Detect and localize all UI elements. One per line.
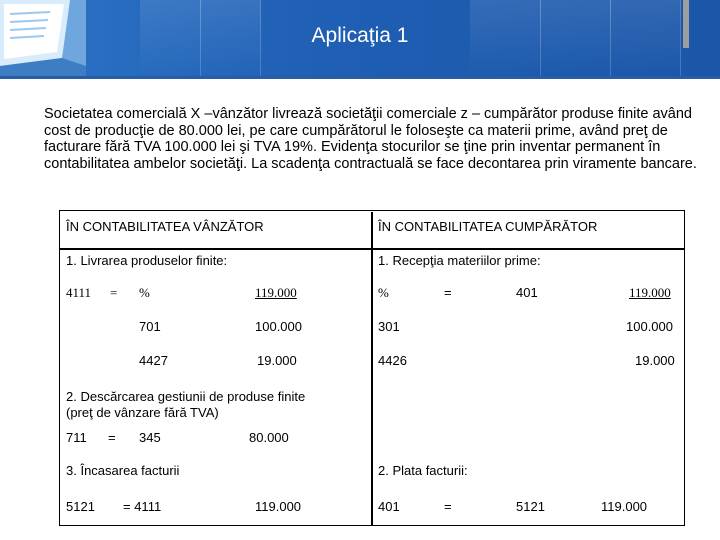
seller-op1-debit: 4111 (66, 285, 92, 300)
seller-op2-label-line2: (preţ de vânzare fără TVA) (66, 405, 219, 420)
seller-op1-eq: = (110, 285, 118, 300)
seller-heading: ÎN CONTABILITATEA VÂNZĂTOR (66, 219, 264, 234)
buyer-heading: ÎN CONTABILITATEA CUMPĂRĂTOR (378, 219, 598, 234)
seller-op3-debit: 5121 (66, 499, 95, 514)
seller-op2-amount: 80.000 (249, 430, 289, 445)
seller-op2-eq: = (108, 430, 116, 445)
title-underline (0, 76, 720, 79)
seller-op2-debit: 711 (66, 430, 87, 445)
seller-op2-credit: 345 (139, 430, 161, 445)
seller-op2-label-line1: 2. Descărcarea gestiunii de produse finite (66, 389, 306, 404)
seller-op3-entry: = 4111 (123, 499, 162, 514)
buyer-op2-amount: 119.000 (601, 499, 648, 514)
buyer-op1-line1-amt: 100.000 (626, 319, 673, 334)
seller-op1-line2-acct: 4427 (139, 353, 168, 368)
seller-op3-label: 3. Încasarea facturii (66, 463, 180, 478)
seller-op1-line1-amt: 100.000 (255, 319, 302, 334)
seller-op1-label: 1. Livrarea produselor finite: (66, 253, 228, 268)
buyer-op2-label: 2. Plata facturii: (378, 463, 468, 478)
buyer-op1-pct: % (378, 285, 389, 300)
seller-op3-amount: 119.000 (255, 499, 302, 514)
buyer-op1-eq: = (444, 285, 452, 300)
buyer-op1-line1-acct: 301 (378, 319, 400, 334)
slide-title: Aplicaţia 1 (311, 24, 409, 47)
seller-op1-line1-acct: 701 (139, 319, 161, 334)
buyer-op1-line2-acct: 4426 (378, 353, 407, 368)
seller-op1-total: 119.000 (255, 285, 297, 300)
accent-bar (683, 0, 689, 48)
problem-statement: Societatea comercială X –vânzător livrează societăţii comerciale z – cumpărător produse finite având cost de producţie de 80.000 lei, pe care cumpărătorul le foloseşte ca materii prime, având preţ de facturare fără TVA 100.000 lei şi TVA 19%. Evidenţa stocurilor se ţine prin inventar permanent în contabilitatea ambelor societăţi. La scadenţa contractuală se face decontarea prin viramente bancare. (44, 106, 697, 172)
header-row-divider (60, 248, 684, 250)
buyer-op2-debit: 401 (378, 499, 400, 514)
header-banner (0, 0, 720, 76)
column-divider (371, 212, 373, 525)
buyer-op1-label: 1. Recepţia materiilor prime: (378, 253, 541, 268)
seller-op1-line2-amt: 19.000 (257, 353, 297, 368)
buyer-op1-line2-amt: 19.000 (635, 353, 675, 368)
seller-op1-pct: % (139, 285, 150, 300)
buyer-op2-credit: 5121 (516, 499, 545, 514)
buyer-op1-credit: 401 (516, 285, 538, 300)
buyer-op2-eq: = (444, 499, 452, 514)
buyer-op1-total: 119.000 (629, 285, 671, 300)
